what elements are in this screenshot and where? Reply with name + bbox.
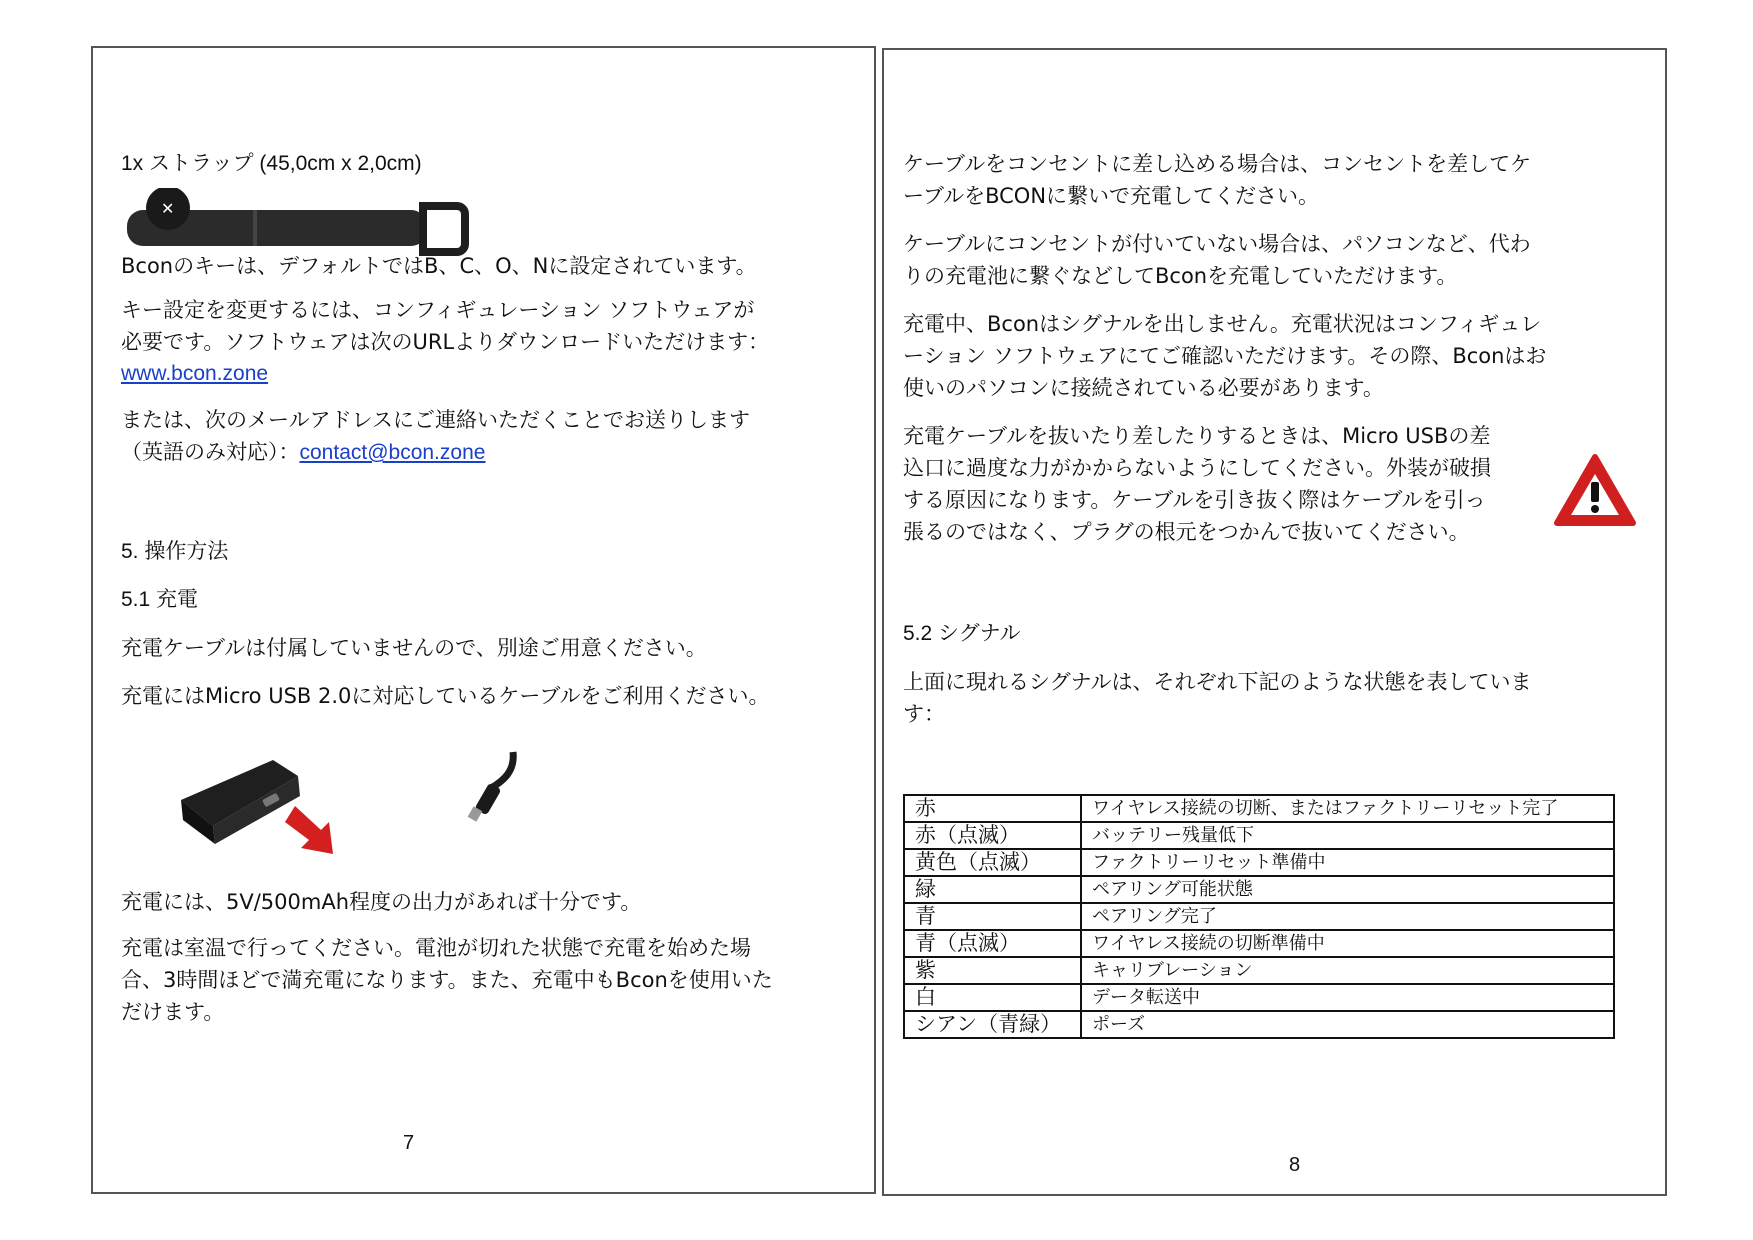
right-text-3c: 使いのパソコンに接続されている必要があります。 (903, 376, 1384, 400)
charge-text-2: 充電にはMicro USB 2.0に対応しているケーブルをご利用ください。 (121, 684, 770, 708)
table-row (904, 822, 1614, 849)
mail-line-2 (121, 436, 485, 469)
right-text-4a: 充電ケーブルを抜いたり差したりするときは、Micro USBの差 (903, 424, 1491, 448)
signal-color-cell: 青（点滅） (904, 930, 1081, 957)
section-52-heading: 5.2 シグナル (903, 622, 1021, 645)
key-change-line-2: 必要です。ソフトウェアは次のURLよりダウンロードいただけます： (121, 330, 770, 354)
table-row (904, 1011, 1614, 1038)
signal-meaning-cell: ファクトリーリセット準備中 (1081, 849, 1614, 876)
right-text-5a: 上面に現れるシグナルは、それぞれ下記のような状態を表していま (903, 670, 1532, 694)
device-image (173, 748, 343, 868)
signal-color-cell: 緑 (904, 876, 1081, 903)
page-number-left: 7 (403, 1132, 415, 1154)
signal-color-cell: シアン（青緑） (904, 1011, 1081, 1038)
table-row (904, 930, 1614, 957)
signal-color-cell: 黄色（点滅） (904, 849, 1081, 876)
signal-color-cell: 赤（点滅） (904, 822, 1081, 849)
right-text-2a: ケーブルにコンセントが付いていない場合は、パソコンなど、代わ (903, 232, 1531, 256)
charge-text-3: 充電には、5V/500mAh程度の出力があれば十分です。 (121, 890, 642, 914)
signal-meaning-cell: ワイヤレス接続の切断準備中 (1081, 930, 1614, 957)
signal-meaning-cell: ワイヤレス接続の切断、またはファクトリーリセット完了 (1081, 795, 1614, 822)
charge-text-4c: だけます。 (121, 1000, 225, 1024)
url-link[interactable]: www.bcon.zone (121, 362, 269, 385)
right-text-2b: りの充電池に繋ぐなどしてBconを充電していただけます。 (903, 264, 1458, 288)
charge-text-4a: 充電は室温で行ってください。電池が切れた状態で充電を始めた場 (121, 936, 751, 960)
section-51-heading: 5.1 充電 (121, 588, 199, 611)
warning-icon (1552, 452, 1638, 528)
charge-text-4b: 合、3時間ほどで満充電になります。また、充電中もBconを使用いた (121, 968, 773, 992)
table-row (904, 984, 1614, 1011)
mail-link[interactable]: contact@bcon.zone (299, 441, 486, 464)
svg-text:✕: ✕ (161, 199, 175, 218)
strap-caption: 1x ストラップ (45,0cm x 2,0cm) (121, 152, 422, 175)
right-text-1a: ケーブルをコンセントに差し込める場合は、コンセントを差してケ (903, 152, 1532, 176)
right-text-4c: する原因になります。ケーブルを引き抜く際はケーブルを引っ (903, 488, 1486, 512)
signal-color-cell: 白 (904, 984, 1081, 1011)
right-text-4d: 張るのではなく、プラグの根元をつかんで抜いてください。 (903, 520, 1470, 544)
charge-text-1: 充電ケーブルは付属していませんので、別途ご用意ください。 (121, 636, 707, 660)
table-row (904, 903, 1614, 930)
right-text-3a: 充電中、Bconはシグナルを出しません。充電状況はコンフィギュレ (903, 312, 1542, 336)
signal-meaning-cell: バッテリー残量低下 (1081, 822, 1614, 849)
signal-table (903, 794, 1615, 1039)
mail-line-1: または、次のメールアドレスにご連絡いただくことでお送りします (121, 408, 750, 432)
mail-prefix: （英語のみ対応）： (121, 440, 300, 464)
signal-meaning-cell: データ転送中 (1081, 984, 1614, 1011)
table-row (904, 849, 1614, 876)
micro-usb-cable-image (443, 748, 523, 848)
signal-color-cell: 赤 (904, 795, 1081, 822)
right-text-5b: す： (903, 702, 945, 726)
signal-color-cell: 紫 (904, 957, 1081, 984)
signal-meaning-cell: ペアリング完了 (1081, 903, 1614, 930)
right-text-3b: ーション ソフトウェアにてご確認いただけます。その際、Bconはお (903, 344, 1547, 368)
signal-meaning-cell: ポーズ (1081, 1011, 1614, 1038)
signal-meaning-cell: ペアリング可能状態 (1081, 876, 1614, 903)
bcon-keys-text: Bconのキーは、デフォルトではB、C、O、Nに設定されています。 (121, 254, 757, 278)
page-right (882, 48, 1667, 1196)
signal-color-cell: 青 (904, 903, 1081, 930)
right-text-4b: 込口に過度な力がかからないようにしてください。外装が破損 (903, 456, 1491, 480)
signal-meaning-cell: キャリブレーション (1081, 957, 1614, 984)
table-row (904, 957, 1614, 984)
page-number-right: 8 (1289, 1154, 1301, 1176)
table-row (904, 795, 1614, 822)
right-text-1b: ーブルをBCONに繋いで充電してください。 (903, 184, 1320, 208)
section-5-heading: 5. 操作方法 (121, 540, 229, 563)
key-change-line-1: キー設定を変更するには、コンフィギュレーション ソフトウェアが (121, 298, 755, 322)
page-left (91, 46, 876, 1194)
table-row (904, 876, 1614, 903)
